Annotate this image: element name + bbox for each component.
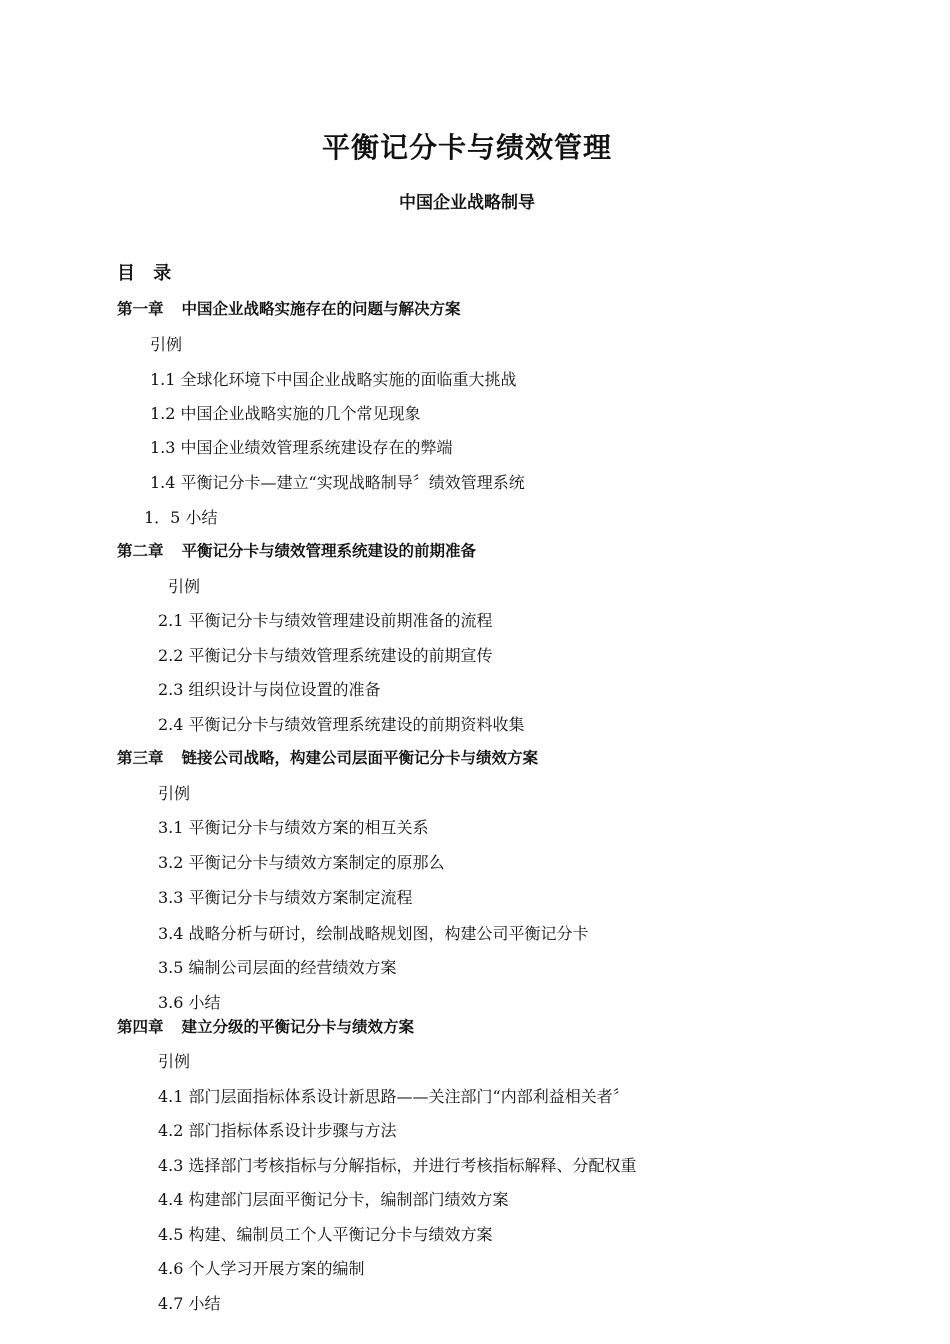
toc-item: 3.1 平衡记分卡与绩效方案的相互关系: [158, 818, 429, 837]
toc-item: 4.6 个人学习开展方案的编制: [158, 1259, 365, 1278]
toc-item: 2.1 平衡记分卡与绩效管理建设前期准备的流程: [158, 611, 493, 630]
chapter-number: 第四章: [117, 1018, 164, 1036]
toc-item: 1.4 平衡记分卡—建立“实现战略制导〞绩效管理系统: [150, 473, 525, 492]
toc-item: 引例: [150, 335, 183, 354]
toc-item: 3.3 平衡记分卡与绩效方案制定流程: [158, 888, 413, 907]
chapter-number: 第二章: [117, 542, 164, 560]
toc-item: 1.2 中国企业战略实施的几个常见现象: [150, 404, 421, 423]
toc-item: 引例: [158, 784, 191, 803]
toc-item: 1．5 小结: [144, 508, 218, 527]
toc-item: 3.4 战略分析与研讨，绘制战略规划图，构建公司平衡记分卡: [158, 924, 589, 943]
document-subtitle: 中国企业战略制导: [399, 193, 535, 213]
chapter-title: 中国企业战略实施存在的问题与解决方案: [181, 300, 461, 318]
toc-item: 4.5 构建、编制员工个人平衡记分卡与绩效方案: [158, 1225, 493, 1244]
toc-item: 2.3 组织设计与岗位设置的准备: [158, 680, 381, 699]
toc-item: 2.4 平衡记分卡与绩效管理系统建设的前期资料收集: [158, 715, 525, 734]
toc-chapter: [117, 539, 476, 561]
document-title: 平衡记分卡与绩效管理: [321, 131, 612, 164]
toc-item: 1.3 中国企业绩效管理系统建设存在的弊端: [150, 438, 453, 457]
toc-heading: 目 录: [117, 263, 178, 284]
toc-item: 3.6 小结: [158, 993, 221, 1012]
toc-chapter: [117, 746, 538, 768]
toc-item: 引例: [168, 577, 201, 596]
chapter-number: 第三章: [117, 749, 164, 767]
toc-item: 4.3 选择部门考核指标与分解指标，并进行考核指标解释、分配权重: [158, 1156, 637, 1175]
toc-item: 3.5 编制公司层面的经营绩效方案: [158, 958, 397, 977]
toc-item: 3.2 平衡记分卡与绩效方案制定的原那么: [158, 853, 445, 872]
toc-chapter: [117, 1015, 414, 1037]
chapter-title: 平衡记分卡与绩效管理系统建设的前期准备: [181, 542, 477, 560]
toc-item: 2.2 平衡记分卡与绩效管理系统建设的前期宣传: [158, 646, 493, 665]
toc-item: 4.4 构建部门层面平衡记分卡，编制部门绩效方案: [158, 1190, 509, 1209]
toc-item: 1.1 全球化环境下中国企业战略实施的面临重大挑战: [150, 370, 517, 389]
chapter-title: 链接公司战略，构建公司层面平衡记分卡与绩效方案: [181, 749, 539, 767]
toc-item: 4.7 小结: [158, 1294, 221, 1313]
toc-item: 4.2 部门指标体系设计步骤与方法: [158, 1121, 397, 1140]
toc-item: 引例: [158, 1052, 191, 1071]
toc-chapter: [117, 297, 461, 319]
chapter-number: 第一章: [117, 300, 164, 318]
chapter-title: 建立分级的平衡记分卡与绩效方案: [181, 1018, 415, 1036]
toc-item: 4.1 部门层面指标体系设计新思路——关注部门“内部利益相关者〞: [158, 1087, 629, 1106]
